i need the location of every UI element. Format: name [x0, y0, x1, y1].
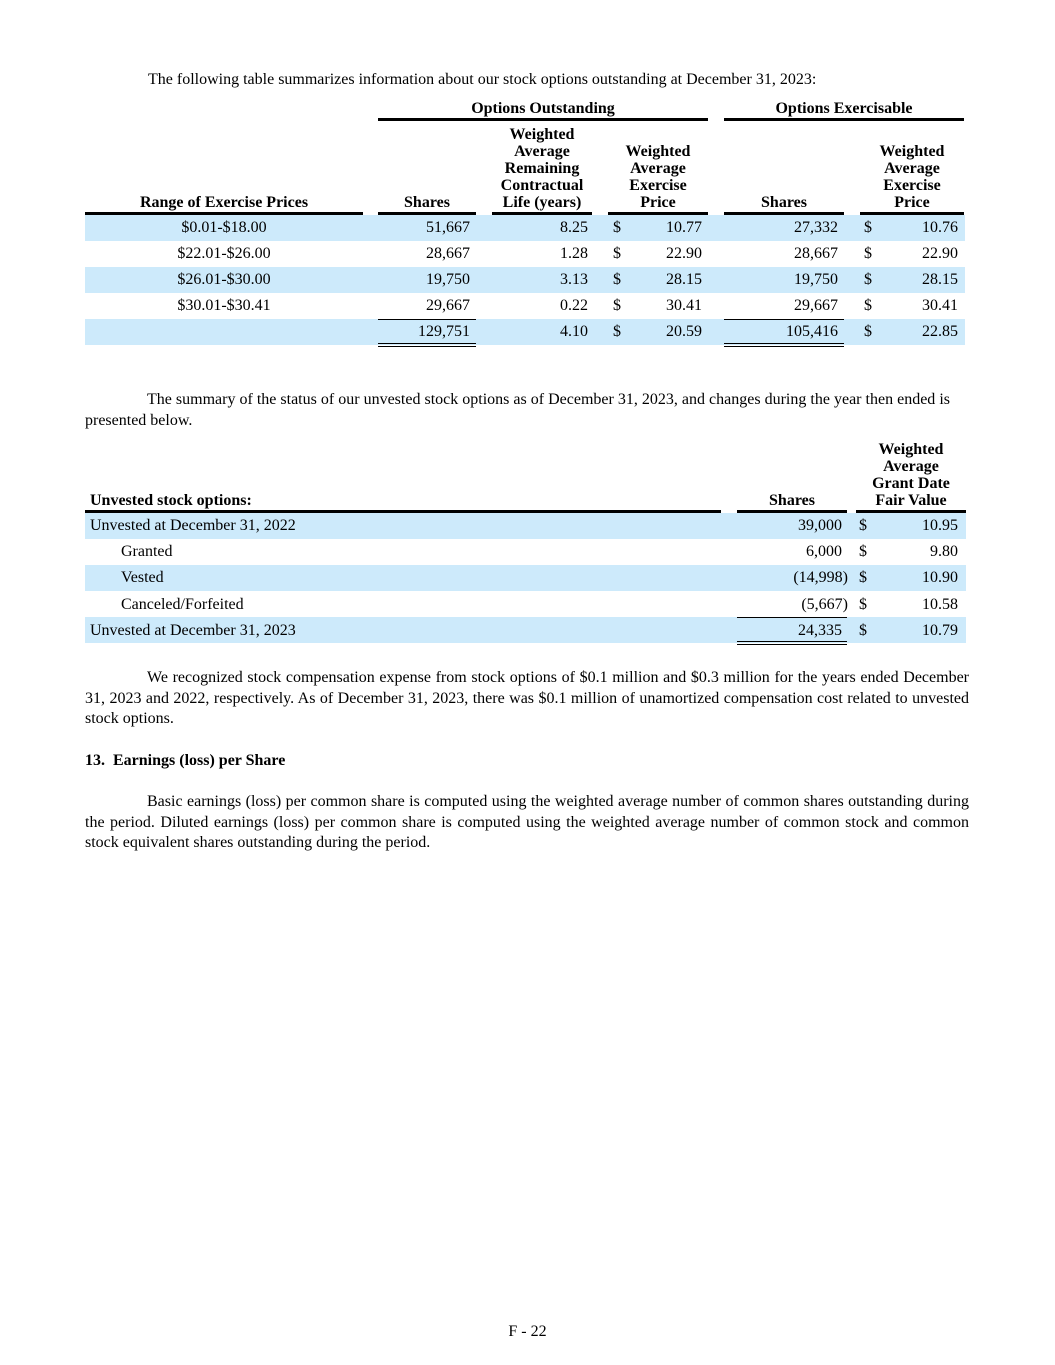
cell-life: 8.25 [560, 219, 588, 236]
cell-price: 28.15 [666, 271, 702, 288]
cell-range: $0.01-$18.00 [181, 219, 267, 236]
cell-shares: 129,751 [418, 323, 470, 340]
cell-dollar: $ [859, 622, 867, 639]
col-header-range: Range of Exercise Prices [139, 194, 309, 211]
col-header-exercisable-shares: Shares [761, 194, 807, 211]
group-header-outstanding: Options Outstanding [471, 100, 615, 117]
group-rule-outstanding [378, 118, 708, 121]
cell-ex-price: 28.15 [922, 271, 958, 288]
cell-fair-value: 10.58 [922, 596, 958, 613]
intro-paragraph-1: The following table summarizes information about our stock options outstanding at December 31, 2023: [148, 71, 817, 88]
cell-label: Vested [121, 569, 164, 586]
cell-ex-price: 22.90 [922, 245, 958, 262]
double-rule-ex-shares [724, 343, 844, 347]
cell-shares: (14,998) [793, 569, 848, 586]
cell-shares: 28,667 [426, 245, 470, 262]
cell-ex-price: 10.76 [922, 219, 958, 236]
cell-fair-value: 10.79 [922, 622, 958, 639]
cell-life: 4.10 [560, 323, 588, 340]
cell-ex-price: 30.41 [922, 297, 958, 314]
cell-ex-shares: 19,750 [794, 271, 838, 288]
cell-ex-shares: 105,416 [786, 323, 838, 340]
cell-label: Canceled/Forfeited [121, 596, 244, 613]
compensation-paragraph: We recognized stock compensation expense from stock options of $0.1 million and $0.3 million for the years ended December 31, 2023 and 2022, respectively. As of December 31, 2023, there was $0.1 million of unamortized compensation cost related to unvested stock options. [85, 669, 969, 727]
eps-paragraph: Basic earnings (loss) per common share is computed using the weighted average number of common shares outstanding during the period. Diluted earnings (loss) per common share is computed using the weighted average number of common stock and common stock equivalent shares outstanding during the period. [85, 793, 969, 851]
cell-dollar: $ [613, 219, 621, 236]
cell-price: 20.59 [666, 323, 702, 340]
col-header-fair-value: Weighted Average Grant Date Fair Value [872, 441, 950, 509]
cell-ex-shares: 28,667 [794, 245, 838, 262]
cell-price: 10.77 [666, 219, 702, 236]
cell-dollar: $ [864, 297, 872, 314]
cell-dollar: $ [859, 596, 867, 613]
cell-fair-value: 10.90 [922, 569, 958, 586]
cell-dollar: $ [613, 271, 621, 288]
cell-shares: 29,667 [426, 297, 470, 314]
cell-label: Granted [121, 543, 173, 560]
group-rule-exercisable [724, 118, 964, 121]
cell-dollar: $ [859, 543, 867, 560]
cell-label: Unvested at December 31, 2022 [90, 517, 296, 534]
cell-shares: 24,335 [798, 622, 842, 639]
total-rule-shares [378, 319, 476, 320]
cell-shares: 39,000 [798, 517, 842, 534]
cell-shares: 6,000 [806, 543, 842, 560]
group-header-exercisable: Options Exercisable [775, 100, 913, 117]
total-rule-t2-shares [737, 617, 847, 618]
cell-ex-price: 22.85 [922, 323, 958, 340]
cell-ex-shares: 29,667 [794, 297, 838, 314]
cell-shares: 19,750 [426, 271, 470, 288]
cell-life: 3.13 [560, 271, 588, 288]
cell-shares: 51,667 [426, 219, 470, 236]
cell-dollar: $ [859, 517, 867, 534]
cell-dollar: $ [613, 297, 621, 314]
cell-dollar: $ [864, 323, 872, 340]
cell-label: Unvested at December 31, 2023 [90, 622, 296, 639]
total-rule-ex-shares [724, 319, 844, 320]
double-rule-shares [378, 343, 476, 347]
cell-range: $30.01-$30.41 [177, 297, 271, 314]
col-header-exercisable-price: Weighted Average Exercise Price [879, 143, 945, 211]
col-header-exercise-price: Weighted Average Exercise Price [625, 143, 691, 211]
cell-dollar: $ [859, 569, 867, 586]
cell-dollar: $ [864, 219, 872, 236]
cell-dollar: $ [613, 323, 621, 340]
cell-dollar: $ [864, 245, 872, 262]
cell-life: 0.22 [560, 297, 588, 314]
cell-life: 1.28 [560, 245, 588, 262]
intro-paragraph-2: The summary of the status of our unvested stock options as of December 31, 2023, and changes during the year then ended is presented below. [85, 391, 950, 429]
col-header-t2-shares: Shares [769, 492, 815, 509]
cell-ex-shares: 27,332 [794, 219, 838, 236]
cell-dollar: $ [864, 271, 872, 288]
cell-price: 22.90 [666, 245, 702, 262]
col-header-unvested-label: Unvested stock options: [90, 492, 252, 509]
page-number: F - 22 [508, 1323, 547, 1340]
cell-fair-value: 9.80 [930, 543, 958, 560]
cell-price: 30.41 [666, 297, 702, 314]
double-rule-t2-shares [737, 641, 847, 645]
cell-fair-value: 10.95 [922, 517, 958, 534]
cell-shares: (5,667) [801, 596, 848, 613]
cell-range: $26.01-$30.00 [177, 271, 271, 288]
section-heading: 13. Earnings (loss) per Share [85, 752, 286, 769]
cell-dollar: $ [613, 245, 621, 262]
col-header-shares: Shares [404, 194, 450, 211]
cell-range: $22.01-$26.00 [177, 245, 271, 262]
col-header-remaining-life: Weighted Average Remaining Contractual Life (years) [500, 126, 584, 211]
